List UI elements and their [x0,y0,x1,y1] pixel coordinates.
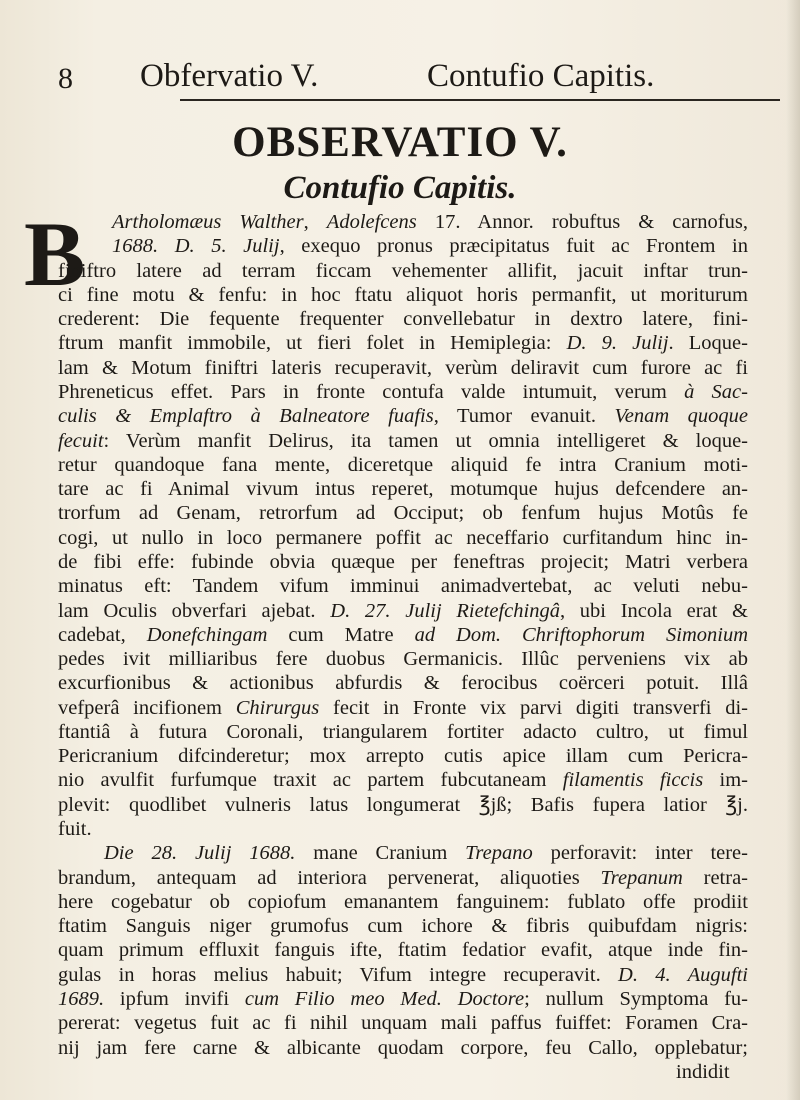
italic-text: filamentis ficcis [562,769,704,792]
text-segment: mane Cranium [295,842,466,865]
text-segment: Phreneticus effet. Pars in fronte contufa valde intumuit, verum [58,381,685,403]
text-line [58,720,748,744]
text-segment: ci fine motu & fenfu: in hoc ftatu aliquot horis permanfit, ut moriturum [58,283,748,306]
text-segment: lam & Motum finiftri lateris recuperavit, verùm deliravit cum furore ac fi [58,356,748,379]
italic-text: Chirurgus [235,696,320,719]
drop-cap-initial: B [24,203,86,305]
italic-text: Trepano [465,842,533,865]
text-segment: nij jam fere carne & albicante quodam corpore, feu Callo, opplebatur; [58,1036,748,1059]
text-line [58,866,748,890]
italic-text: D. 9. Julij [566,332,669,355]
italic-text: culis & Emplaftro à Balneatore fuafis [58,405,434,428]
text-line [58,477,748,501]
text-segment: quam primum effluxit fanguis ifte, ftatim fedatior evafit, atque inde fin- [58,939,748,962]
text-segment: brandum, antequam ad interiora pervenerat, aliquoties [58,866,601,889]
text-segment: , exequo pronus præcipitatus fuit ac Frontem in [279,235,748,258]
text-line [58,283,748,307]
italic-text: fecuit [58,429,104,452]
text-line [58,793,748,817]
text-line [58,623,748,647]
text-line [112,210,748,234]
italic-text: 1689. [58,988,105,1010]
text-line [58,938,748,962]
text-line [676,1060,750,1084]
text-segment: cadebat, [58,623,147,646]
text-segment: fecit in Fronte vix parvi digiti transverfi di- [319,696,748,719]
text-line [58,501,748,525]
text-segment: crederent: Die fequente frequenter convellebatur in dextro latere, fini- [58,308,748,331]
text-segment: plevit: quodlibet vulneris latus longumerat ℥jß; Bafis fupera latior ℥j. [58,793,748,816]
italic-text: Artholomæus Walther [112,211,304,233]
text-line [58,550,748,574]
italic-text: Trepanum [600,866,683,889]
text-segment: de fibi effe: fubinde obvia quæque per feneftras projecit; Matri verbera [58,550,748,573]
text-segment: pererat: vegetus fuit ac fi nihil unquam mali paffus fuiffet: Foramen Cra- [58,1012,748,1035]
text-segment: excurfionibus & actionibus abfurdis & ferocibus coërceri potuit. Illâ [58,672,748,695]
text-line [58,404,748,428]
text-line [58,890,748,914]
header-rule [180,99,780,101]
observation-title: OBSERVATIO V. [232,119,568,166]
text-segment: minatus eft: Tandem vifum imminui animadvertebat, ac veluti nebu- [58,575,748,598]
italic-text: cum Filio meo Med. Doctore [244,988,525,1010]
text-line [58,356,748,380]
text-line [58,1011,748,1035]
text-line [112,234,748,258]
italic-text: D. 27. Julij Rietefchingâ [330,599,560,622]
text-segment: pedes ivit milliaribus fere duobus Germanicis. Illûc perveniens vix ab [58,648,748,670]
text-segment: cum Matre [267,623,415,646]
header-observation: Obfervatio V. [140,58,319,94]
text-segment: ipfum invifi [104,988,245,1010]
text-segment: tare ac fi Animal vivum intus reperet, motumque hujus defcendere an- [58,478,748,501]
text-line [58,574,748,598]
text-segment: . Loque- [668,332,748,355]
text-segment: ; nullum Symptoma fu- [524,988,748,1010]
text-line [58,1036,748,1060]
text-segment: gulas in horas melius habuit; Vifum integre recuperavit. [58,963,619,986]
text-line [58,671,748,695]
text-line [58,963,748,987]
italic-text: Die 28. Julij 1688. [104,842,296,865]
text-line [58,696,748,720]
italic-text: Adolefcens [326,211,417,233]
text-line [58,987,748,1011]
italic-text: 1688. D. 5. Julij [112,235,280,258]
text-line [58,526,748,550]
text-segment: : Verùm manfit Delirus, ita tamen ut omnia intelligeret & loque- [103,429,748,452]
text-segment: here cogebatur ob copiofum emanantem fanguinem: fublato offe prodiit [58,890,748,913]
text-segment: fuit. [58,818,92,840]
text-segment: nio avulfit furfumque traxit ac partem fubcutaneam [58,769,563,792]
text-segment: , ubi Incola erat & [559,599,748,622]
italic-text: à Sac- [684,381,748,403]
text-segment: trorfum ad Genam, retrorfum ad Occiput; ob fenfum hujus Motûs fe [58,502,748,525]
italic-text: D. 4. Augufti [618,963,749,986]
text-segment: retur quandoque fana mente, diceretque aliquid fe intra Cranium moti- [58,453,748,476]
text-line [58,599,748,623]
page-number: 8 [58,62,73,95]
text-line [58,744,748,768]
running-header [58,58,748,98]
text-segment: ftrum manfit immobile, ut fieri folet in Hemiplegia: [58,332,567,355]
text-segment: , [303,211,327,233]
text-line [58,380,748,404]
text-segment: perforavit: inter tere- [532,842,748,865]
observation-subtitle: Contufio Capitis. [283,170,517,206]
italic-text: Venam quoque [614,405,748,428]
text-line [58,453,748,477]
text-segment: ftatim Sanguis niger grumofus cum ichore & fibris quibufdam nigris: [58,915,748,938]
text-segment: lam Oculis obverfari ajebat. [58,599,331,622]
text-segment: indidit [676,1060,730,1083]
text-segment: 17. Annor. robuftus & carnofus, [416,211,748,233]
text-segment: im- [703,769,748,792]
italic-text: Donefchingam [146,623,268,646]
text-line [58,817,748,841]
text-segment: finiftro latere ad terram ficcam vehementer allifit, jacuit inftar trun- [58,259,748,282]
text-segment: retra- [682,866,748,889]
text-segment: vefperâ incifionem [58,696,236,719]
text-line [58,307,748,331]
text-line [58,259,748,283]
text-segment: ftantiâ à futura Coronali, triangularem fortiter adacto cultro, ut fimul [58,720,748,743]
text-segment: cogi, ut nullo in loco permanere poffit ac neceffario curfitandum hinc in- [58,526,748,549]
text-line [58,647,748,671]
text-segment: , Tumor evanuit. [433,405,615,428]
text-line [58,429,748,453]
italic-text: ad Dom. Chriftophorum Simonium [414,623,749,646]
header-topic: Contufio Capitis. [427,58,655,94]
text-line [58,768,748,792]
text-line [58,331,748,355]
text-segment: Pericranium difcinderetur; mox arrepto cutis apice illam cum Pericra- [58,745,748,768]
text-line [104,841,748,865]
text-line [58,914,748,938]
